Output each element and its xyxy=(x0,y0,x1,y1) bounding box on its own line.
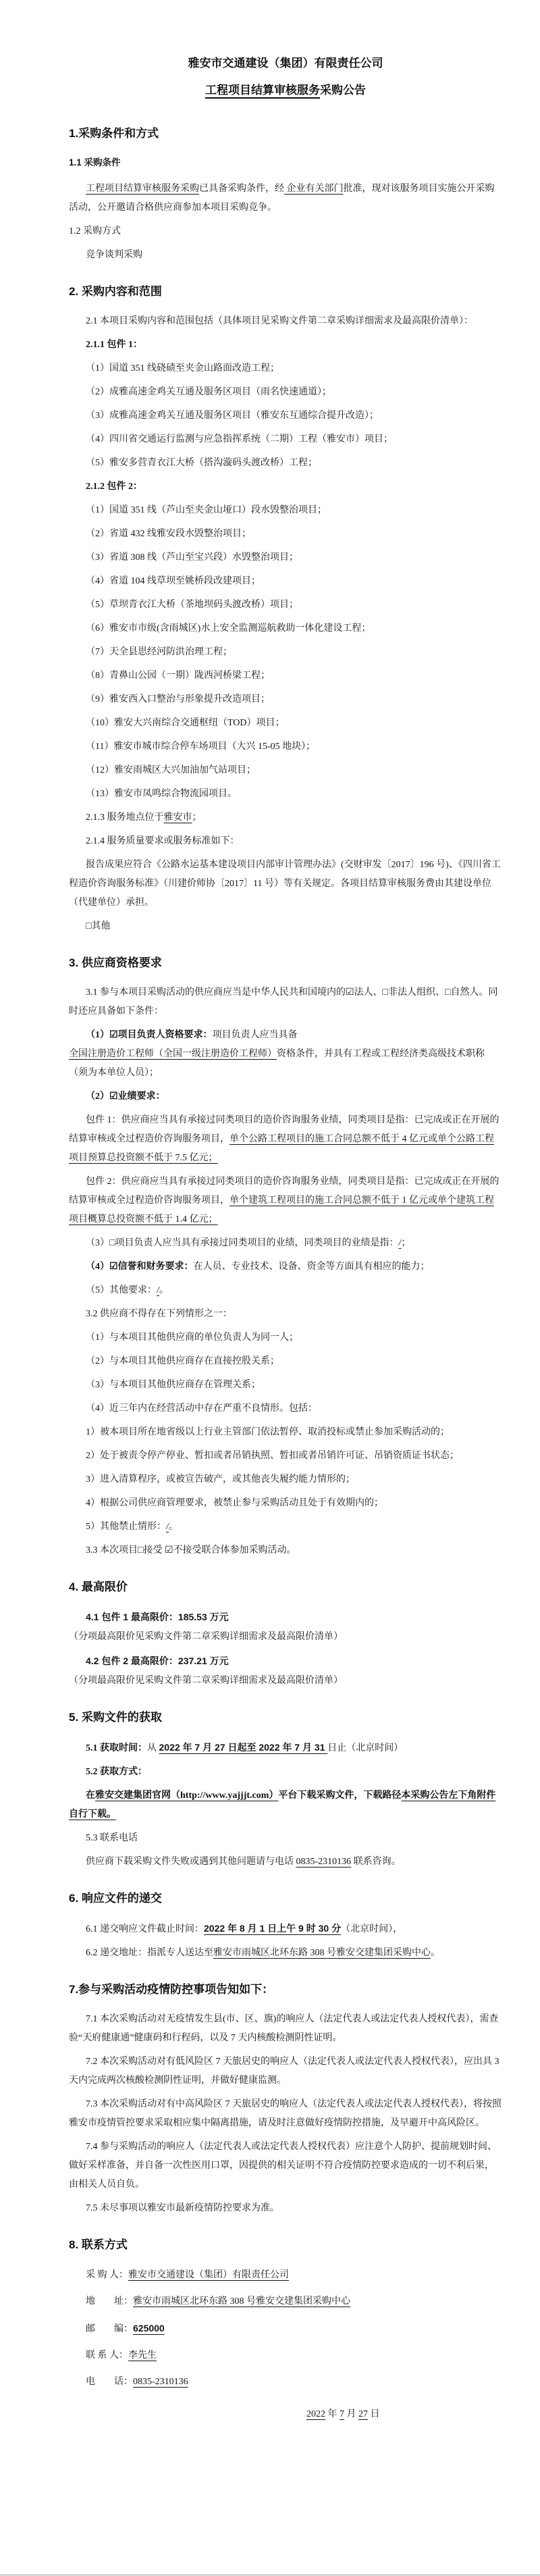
contact-person-name: 李先生 xyxy=(128,2350,157,2361)
text-run: 日止（北京时间） xyxy=(327,1743,404,1753)
text-run: （分项最高限价见采购文件第二章采购详细需求及最高限价清单） xyxy=(69,1632,343,1642)
text-run: 联系咨询。 xyxy=(351,1857,401,1867)
price-value: 4.2 包件 2 最高限价：237.21 万元 xyxy=(86,1655,229,1666)
prohibited-situation-item: （2）与本项目其他供应商存在直接控股关系； xyxy=(86,1356,279,1366)
text-run: 2.1.3 服务地点位于 xyxy=(86,813,164,823)
service-quality-heading: 2.1.4 服务质量要求或服务标准如下： xyxy=(86,836,240,846)
bad-record-subitem-5 xyxy=(69,1518,502,1537)
package-2-item: （5）草坝青衣江大桥（茶地坝码头渡改桥）项目； xyxy=(86,600,298,610)
package-2-item: （2）省道 432 线雅安段水毁整治项目； xyxy=(86,529,251,539)
covid-rule-paragraph: 7.5 未尽事项以雅安市最新疫情防控要求为准。 xyxy=(86,2203,279,2213)
qualification-item-3 xyxy=(69,1234,502,1253)
text-run: 已具备采购条件，经 xyxy=(199,184,284,194)
text-run: 。 xyxy=(159,1285,169,1295)
title-subject-line xyxy=(69,77,502,104)
text-run: 在 xyxy=(86,1791,95,1801)
date-month: 7 xyxy=(340,2409,344,2419)
title-subject-rest: 采购公告 xyxy=(320,84,366,97)
section-7-heading: 7.参与采购活动疫情防控事项告知如下： xyxy=(69,1983,274,1996)
zip-row xyxy=(69,2318,502,2340)
covid-rule-paragraph: 7.4 参与采购活动的响应人（法定代表人或法定代表人授权代表）应注意个人防护、提前规划时间、做好采样准备，并自备一次性医用口罩，因提供的相关证明不符合疫情防控要求造成的一切不利后果，由相关人员自负。 xyxy=(69,2142,497,2190)
text-run: 从 xyxy=(147,1743,159,1753)
package-2-item: （1）国道 351 线（芦山至夹金山垭口）段水毁整治项目； xyxy=(86,505,327,515)
prohibited-situation-item: （3）与本项目其他供应商存在管理关系； xyxy=(86,1380,261,1390)
procurement-conditions-paragraph xyxy=(69,180,502,217)
underlined-approver: 企业有关部门 xyxy=(284,184,344,194)
section-6-heading: 6. 响应文件的递交 xyxy=(69,1892,162,1905)
package-1-item: （1）国道 351 线硗碛至夹金山路面改造工程； xyxy=(86,363,279,373)
document-obtain-time xyxy=(69,1738,502,1758)
text-run: 在人员、专业技术、设备、资金等方面具有相应的能力； xyxy=(193,1262,430,1272)
covid-rule-paragraph: 7.2 本次采购活动对有低风险区 7 天旅居史的响应人（法定代表人或法定代表人授权代表），应出具 3 天内完成两次核酸检测阴性证明，并做好健康监测。 xyxy=(69,2057,500,2086)
prohibited-situation-item: （1）与本项目其他供应商的单位负责人为同一人； xyxy=(86,1333,298,1343)
package-2-item: （13）雅安市凤鸣综合物流园项目。 xyxy=(86,789,237,799)
underlined-credential: 全国注册造价工程师（全国一级注册造价工程师） xyxy=(69,1049,277,1059)
procurement-method-paragraph: 竞争谈判采购 xyxy=(86,250,142,260)
phone-row xyxy=(69,2372,502,2392)
prohibited-situation-item: （4）近三年内在经营活动中存在严重不良情形。包括： xyxy=(86,1403,317,1414)
section-1-2-heading: 1.2 采购方式 xyxy=(69,226,121,236)
underlined-blank: / xyxy=(157,1285,159,1295)
bad-record-subitem: 4）根据公司供应商管理要求，被禁止参与采购活动且处于有效期内的； xyxy=(86,1498,383,1508)
underlined-blank: / xyxy=(398,1238,402,1248)
underlined-deadline: 2022 年 8 月 1 日上午 9 时 30 分 xyxy=(204,1923,342,1934)
row-label: 联 系 人： xyxy=(86,2350,128,2361)
underlined-location: 雅安市 xyxy=(163,813,192,823)
qualification-item-2-label: （2）☑业绩要求： xyxy=(86,1091,165,1102)
service-location-paragraph xyxy=(69,808,502,827)
row-label: 电 话： xyxy=(86,2377,133,2387)
buyer-name: 雅安市交通建设（集团）有限责任公司 xyxy=(128,2270,289,2280)
bad-record-subitem: 1）被本项目所在地省级以上行业主管部门依法暂停、取消投标或禁止参加采购活动的； xyxy=(86,1427,450,1437)
covid-rule-paragraph: 7.1 本次采购活动对无疫情发生县(市、区、旗)的响应人（法定代表人或法定代表人授权代表），需查验“天府健康通”健康码和行程码，以及 7 天内核酸检测阴性证明。 xyxy=(69,2014,499,2043)
text-run: 项目负责人应当具备 xyxy=(212,1030,298,1040)
covid-rule-paragraph: 7.3 本次采购活动对有中高风险区 7 天旅居史的响应人（法定代表人或法定代表人授权代表），将按照雅安市疫情管控要求采取相应集中隔离措施，请及时注意做好疫情防控措施，及早避开中高风险区。 xyxy=(69,2099,502,2128)
bold-label: 5.1 获取时间： xyxy=(86,1743,147,1753)
package-2-item: （11）雅安市城市综合停车场项目（大兴 15-05 地块）； xyxy=(86,742,316,752)
download-help-paragraph xyxy=(69,1853,502,1872)
text-run: （5）其他要求： xyxy=(86,1285,157,1295)
announcement-date xyxy=(306,2404,502,2425)
contact-phone-heading: 5.3 联系电话 xyxy=(86,1833,138,1843)
row-label: 采 购 人： xyxy=(86,2270,128,2280)
section-4-heading: 4. 最高限价 xyxy=(69,1580,128,1593)
text-run: 。 xyxy=(431,1948,440,1958)
other-checkbox-line: □其他 xyxy=(86,921,111,931)
buyer-address: 雅安市雨城区北环东路 308 号雅安交建集团采购中心 xyxy=(133,2296,350,2307)
underlined-website-link: 雅安交建集团官网（http://www.yajjjt.com） xyxy=(95,1791,279,1801)
buyer-row xyxy=(69,2265,502,2286)
service-standard-paragraph: 报告成果应符合《公路水运基本建设项目内部审计管理办法》(交财审发〔2017〕196 号)、《四川省工程造价咨询服务标准》（川建价师协〔2017〕11 号）等有关规定。各项目结算审核服务费由其建设单位（代建单位）承担。 xyxy=(69,860,501,908)
package-2-item: （7）天全县思经河防洪治理工程； xyxy=(86,647,232,657)
package-2-item: （4）省道 104 线草坝至姚桥段改建项目； xyxy=(86,576,261,586)
underlined-blank: / xyxy=(166,1522,169,1532)
package-1-item: （5）雅安多营青衣江大桥（搭沟漩码头渡改桥）工程； xyxy=(86,458,317,468)
row-label: 地 址： xyxy=(86,2296,133,2307)
text-run: （3）□项目负责人应当具有承接过同类项目的业绩，同类项目的业绩是指： xyxy=(86,1238,399,1248)
text-run: （北京时间）， xyxy=(341,1924,403,1934)
phone-number: 0835-2310136 xyxy=(133,2377,188,2387)
text-run: 5）其他禁止情形： xyxy=(86,1522,166,1532)
bold-label: （1）☑项目负责人资格要求： xyxy=(86,1030,213,1040)
submission-address-paragraph xyxy=(69,1944,502,1963)
text-run: 6.1 递交响应文件截止时间： xyxy=(86,1924,204,1934)
text-run: 批准，现对该服务项目实施公开采购活动，公开邀请合格供应商参加本项目采购竞争。 xyxy=(69,184,495,213)
bold-label: （4）☑信誉和财务要求： xyxy=(86,1262,194,1272)
submission-deadline-paragraph xyxy=(69,1919,502,1939)
text-run: 年 xyxy=(325,2409,340,2419)
document-title xyxy=(69,50,502,104)
text-run: 包件 1：供应商应当具有承接过同类项目的造价咨询服务业绩，同类项目是指：已完成或正在开展的结算审核或全过程造价咨询服务项目， xyxy=(69,1115,500,1144)
section-1-1-heading: 1.1 采购条件 xyxy=(69,157,121,168)
underlined-project-name: 工程项目结算审核服务采购 xyxy=(86,184,199,194)
underlined-address: 雅安市雨城区北环东路 308 号雅安交建集团采购中心 xyxy=(213,1948,431,1958)
package-2-item: （10）雅安大兴南综合交通枢纽（TOD）项目； xyxy=(86,718,285,728)
text-run: （分项最高限价见采购文件第二章采购详细需求及最高限价清单） xyxy=(69,1676,343,1686)
qualification-item-1 xyxy=(69,1026,502,1083)
package-1-heading: 2.1.1 包件 1： xyxy=(86,340,142,350)
scope-intro-paragraph: 2.1 本项目采购内容和范围包括（具体项目见采购文件第二章采购详细需求及最高限价清单）： xyxy=(86,316,473,326)
package-2-performance-paragraph xyxy=(69,1173,502,1229)
supplier-qualification-paragraph: 3.1 参与本项目采购活动的供应商应当是中华人民共和国境内的☑法人、□非法人组织、□自然人。同时还应具备如下条件： xyxy=(69,987,498,1016)
package-2-heading: 2.1.2 包件 2： xyxy=(86,482,142,492)
package-1-item: （3）成雅高速金鸡关互通及服务区项目（雅安东互通综合提升改造）； xyxy=(86,411,379,421)
price-limit-package-1 xyxy=(69,1607,502,1647)
text-run: 资格条件，并具有工程或工程经济类高级技术职称（须为本单位人员）； xyxy=(69,1049,485,1078)
price-limit-package-2 xyxy=(69,1651,502,1691)
text-run: ； xyxy=(192,813,202,823)
text-run: 供应商下载采购文件失败或遇到其他问题请与电话 xyxy=(86,1857,296,1867)
text-run: 包件 2：供应商应当具有承接过同类项目的造价咨询服务业绩，同类项目是指：已完成或正在开展的结算审核或全过程造价咨询服务项目， xyxy=(69,1177,500,1206)
section-1-heading: 1.采购条件和方式 xyxy=(69,127,159,140)
bad-record-subitem: 2）处于被责令停产停业、暂扣或者吊销执照、暂扣或者吊销许可证、吊销资质证书状态； xyxy=(86,1451,459,1461)
package-2-item: （12）雅安雨城区大兴加油加气站项目； xyxy=(86,765,256,775)
package-2-item: （9）雅安西入口整治与形象提升改造项目； xyxy=(86,694,270,704)
underlined-phone-number: 0835-2310136 xyxy=(296,1857,352,1867)
contact-person-row xyxy=(69,2346,502,2366)
section-8-heading: 8. 联系方式 xyxy=(69,2238,128,2251)
section-3-2-heading: 3.2 供应商不得存在下列情形之一： xyxy=(86,1309,232,1319)
title-company-line: 雅安市交通建设（集团）有限责任公司 xyxy=(188,57,383,70)
qualification-item-5 xyxy=(69,1281,502,1300)
section-3-heading: 3. 供应商资格要求 xyxy=(69,956,162,969)
underlined-download-path: 本采购公告左下角附件自行下载。 xyxy=(69,1791,496,1820)
bad-record-subitem: 3）进入清算程序，或被宣告破产，或其他丧失履约能力情形的； xyxy=(86,1474,355,1485)
text-run: ； xyxy=(401,1238,411,1248)
package-2-item: （6）雅安市市级(含雨城区)水上安全监测巡航救助一体化建设工程； xyxy=(86,623,371,634)
section-2-heading: 2. 采购内容和范围 xyxy=(69,285,162,298)
section-5-heading: 5. 采购文件的获取 xyxy=(69,1711,162,1724)
obtain-method-heading: 5.2 获取方式： xyxy=(86,1767,147,1777)
date-day: 27 xyxy=(358,2409,368,2419)
text-run: 平台下载采购文件，下载路径 xyxy=(278,1791,402,1801)
address-row xyxy=(69,2292,502,2312)
row-label: 邮 编： xyxy=(86,2324,133,2334)
qualification-item-4 xyxy=(69,1258,502,1277)
price-value: 4.1 包件 1 最高限价：185.53 万元 xyxy=(86,1612,229,1622)
obtain-method-paragraph xyxy=(69,1786,502,1824)
zip-code: 625000 xyxy=(133,2323,165,2334)
underlined-threshold: 单个公路工程项目的施工合同总额不低于 4 亿元或单个公路工程项目预算总投资额不低于 7.5 亿元； xyxy=(69,1134,494,1163)
package-1-item: （2）成雅高速金鸡关互通及服务区项目（雨名快速通道）； xyxy=(86,387,331,397)
text-run: 月 xyxy=(344,2409,358,2419)
underlined-threshold: 单个建筑工程项目的施工合同总额不低于 1 亿元或单个建筑工程项目概算总投资额不低于 1.4 亿元； xyxy=(69,1195,494,1225)
package-1-item: （4）四川省交通运行监测与应急指挥系统（二期）工程（雅安市）项目； xyxy=(86,434,393,444)
text-run: 。 xyxy=(168,1522,178,1532)
date-year: 2022 xyxy=(306,2409,325,2419)
package-2-item: （8）青鼻山公园（一期）陇西河桥梁工程； xyxy=(86,671,270,681)
consortium-paragraph: 3.3 本次项目□接受 ☑不接受联合体参加采购活动。 xyxy=(86,1545,296,1555)
package-2-item: （3）省道 308 线（芦山至宝兴段）水毁整治项目； xyxy=(86,552,298,563)
text-run: 6.2 递交地址：指派专人送达至 xyxy=(86,1948,213,1958)
package-1-performance-paragraph xyxy=(69,1111,502,1168)
underlined-date-range: 2022 年 7 月 27 日起至 2022 年 7 月 31 xyxy=(159,1742,328,1753)
text-run: 日 xyxy=(368,2409,380,2419)
title-underlined-part: 工程项目结算审核服务 xyxy=(205,84,320,97)
